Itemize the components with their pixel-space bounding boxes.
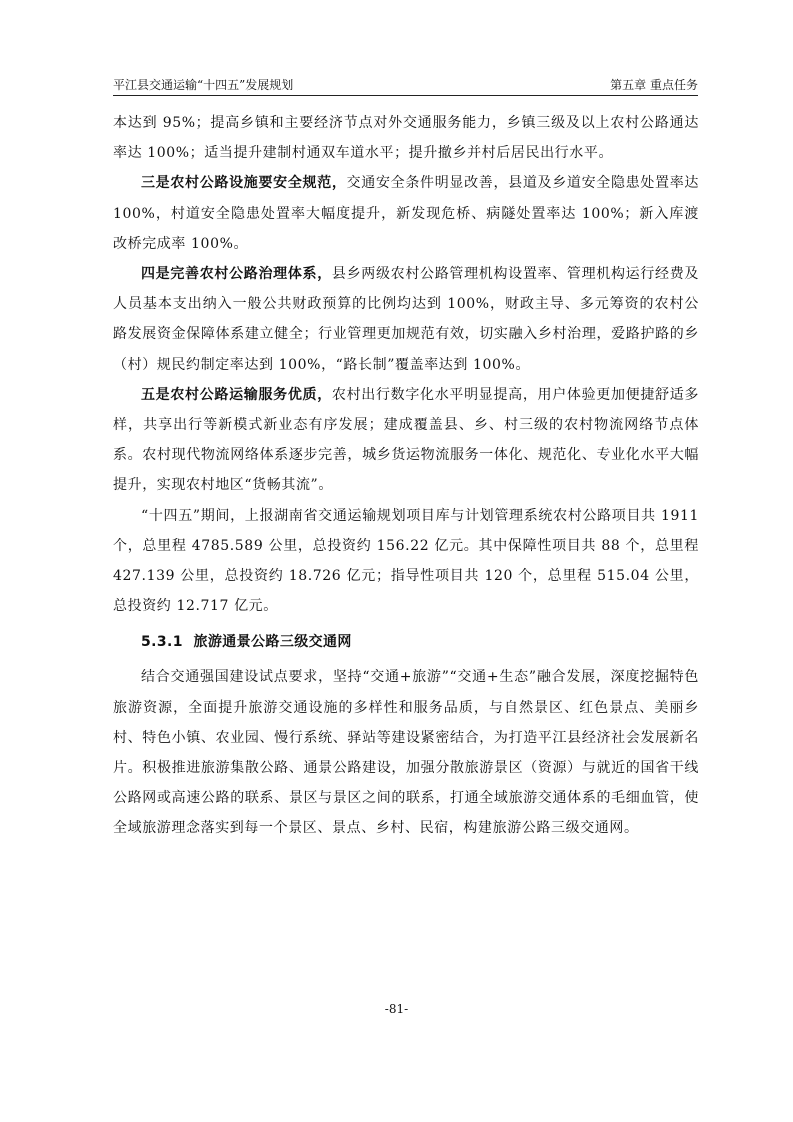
paragraph-tourism-roads bbox=[113, 662, 699, 843]
page-body bbox=[113, 108, 699, 844]
paragraph-lead: 五是农村公路运输服务优质， bbox=[141, 386, 332, 403]
paragraph-text: “十四五”期间，上报湖南省交通运输规划项目库与计划管理系统农村公路项目共 1911 个，总里程 4785.589 公里，总投资约 156.22 亿元。其中保障性项目共 88 个，总里程 427.139 公里，总投资约 18.726 亿元；指导性项目共 120 个，总里程 515.04 公里，总投资约 12.717 亿元。 bbox=[113, 507, 699, 615]
paragraph-text: 农村出行数字化水平明显提高，用户体验更加便捷舒适多样，共享出行等新模式新业态有序发展；建成覆盖县、乡、村三级的农村物流网络节点体系。农村现代物流网络体系逐步完善，城乡货运物流服务一体化、规范化、专业化水平大幅提升，实现农村地区“货畅其流”。 bbox=[113, 386, 699, 494]
section-title: 旅游通景公路三级交通网 bbox=[193, 634, 352, 651]
section-number: 5.3.1 bbox=[141, 634, 183, 651]
paragraph-text: 交通安全条件明显改善，县道及乡道安全隐患处置率达 100%，村道安全隐患处置率大幅度提升，新发现危桥、病隧处置率达 100%；新入库渡改桥完成率 100%。 bbox=[113, 175, 699, 252]
paragraph-project-stats bbox=[113, 501, 699, 622]
paragraph-governance bbox=[113, 259, 699, 380]
paragraph-continued bbox=[113, 108, 699, 168]
paragraph-lead: 三是农村公路设施要安全规范， bbox=[141, 175, 347, 192]
paragraph-text: 县乡两级农村公路管理机构设置率、管理机构运行经费及人员基本支出纳入一般公共财政预算的比例均达到 100%，财政主导、多元筹资的农村公路发展资金保障体系建立健全；行业管理更加规范有效，切实融入乡村治理，爱路护路的乡（村）规民约制定率达到 100%，“路长制”覆盖率达到 100%。 bbox=[113, 266, 699, 373]
page-number: -81- bbox=[384, 1002, 409, 1016]
section-heading bbox=[141, 622, 699, 662]
paragraph-transport-service bbox=[113, 380, 699, 501]
paragraph-text: 结合交通强国建设试点要求，坚持“交通+旅游”“交通+生态”融合发展，深度挖掘特色旅游资源，全面提升旅游交通设施的多样性和服务品质，与自然景区、红色景点、美丽乡村、特色小镇、农业园、慢行系统、驿站等建设紧密结合，为打造平江县经济社会发展新名片。积极推进旅游集散公路、通景公路建设，加强分散旅游景区（资源）与就近的国省干线公路网或高速公路的联系、景区与景区之间的联系，打通全域旅游交通体系的毛细血管，使全域旅游理念落实到每一个景区、景点、乡村、民宿，构建旅游公路三级交通网。 bbox=[113, 669, 699, 837]
paragraph-lead: 四是完善农村公路治理体系， bbox=[141, 266, 332, 283]
paragraph-text: 本达到 95%；提高乡镇和主要经济节点对外交通服务能力，乡镇三级及以上农村公路通达率达 100%；适当提升建制村通双车道水平；提升撤乡并村后居民出行水平。 bbox=[113, 115, 699, 162]
header-divider bbox=[113, 95, 698, 96]
running-header-title: 平江县交通运输“十四五”发展规划 bbox=[113, 78, 294, 92]
running-header-chapter: 第五章 重点任务 bbox=[610, 78, 698, 92]
paragraph-safety bbox=[113, 168, 699, 259]
